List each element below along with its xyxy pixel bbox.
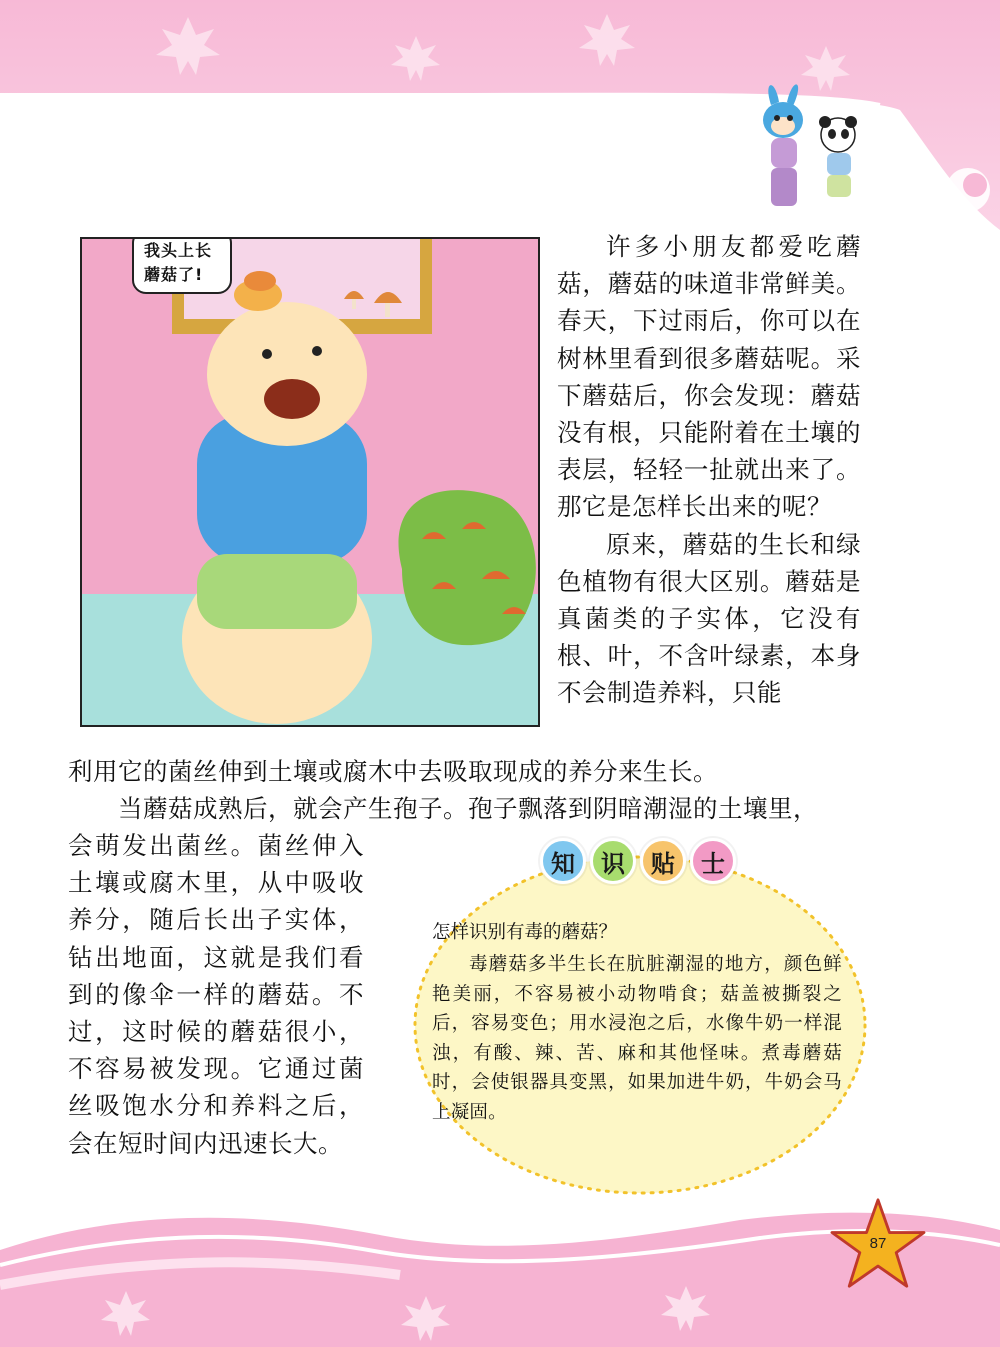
paragraph-2: 原来，蘑菇的生长和绿色植物有很大区别。蘑菇是真菌类的子实体，它没有根、叶，不含叶绿素，本身不会制造养料，只能: [557, 529, 861, 708]
tip-title-char: 识: [590, 838, 636, 884]
paragraph-1: 许多小朋友都爱吃蘑菇，蘑菇的味道非常鲜美。春天，下过雨后，你可以在树林里看到很多蘑菇呢。采下蘑菇后，你会发现：蘑菇没有根，只能附着在土壤的表层，轻轻一扯就出来了。那它是怎样长出来的呢？: [557, 232, 861, 522]
tip-title-char: 士: [690, 838, 736, 884]
tip-title-char: 贴: [640, 838, 686, 884]
paragraph-3-start: 当蘑菇成熟后，就会产生孢子。孢子飘落到阴暗潮湿的土壤里，: [68, 794, 818, 823]
right-column-text: [557, 228, 861, 712]
paragraph-3-rest: 会萌发出菌丝。菌丝伸入土壤或腐木里，从中吸收养分，随后长出子实体，钻出地面，这就是我们看到的像伞一样的蘑菇。不过，这时候的蘑菇很小，不容易被发现。它通过菌丝吸饱水分和养料之后，会在短时间内迅速长大。: [68, 831, 364, 1158]
mascot-illustration: [735, 80, 875, 215]
speech-bubble: 我头上长蘑菇了!: [132, 237, 232, 294]
tip-question: 怎样识别有毒的蘑菇？: [432, 922, 618, 943]
tip-answer: 毒蘑菇多半生长在肮脏潮湿的地方，颜色鲜艳美丽，不容易被小动物啃食；菇盖被撕裂之后，容易变色；用水浸泡之后，水像牛奶一样混浊，有酸、辣、苦、麻和其他怪味。煮毒蘑菇时，会使银器具变黑，如果加进牛奶，牛奶会马上凝固。: [432, 954, 842, 1123]
comic-panel: [80, 237, 540, 727]
page-number: 87: [869, 1235, 887, 1252]
tip-title-char: 知: [540, 838, 586, 884]
paragraph-2-end: 利用它的菌丝伸到土壤或腐木中去吸取现成的养分来生长。: [68, 757, 718, 786]
comic-illustration: [82, 239, 540, 727]
tip-title: [540, 838, 736, 882]
